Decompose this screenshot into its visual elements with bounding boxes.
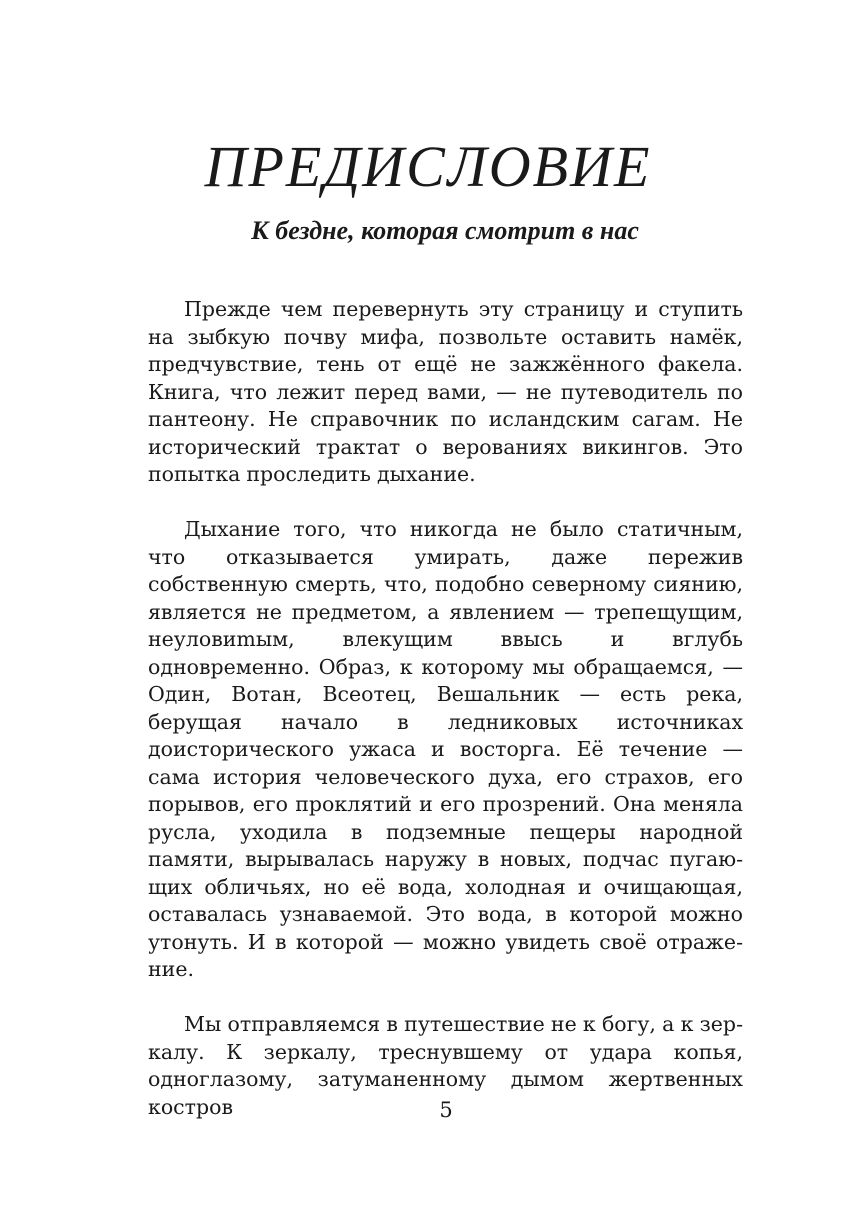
- page-number: 5: [439, 1098, 453, 1122]
- paragraph: Прежде чем перевернуть эту страницу и ступить на зыбкую почву мифа, позвольте оставить намёк, предчувствие, тень от ещё не зажжённого факела. Книга, что лежит перед вами, — не путеводитель по пантеону. Не справочник по исландским сагам. Не исторический трактат о верованиях викингов. Это попытка проследить дыхание.: [148, 297, 743, 486]
- paragraph: Дыхание того, что никогда не было статичным, что отказывается умирать, даже пережив собственную смерть, что, подобно северному сиянию, является не предметом, а явлением — трепещущим, неуловиmым, влекущим ввысь и вглубь одновременно. Образ, к которому мы обращаемся, — Один, Вотан, Всеотец, Вешальник — есть река, берущая начало в ледниковых источниках доисторического ужаса и восторга. Её течение — сама история человеческого духа, его страхов, его порывов, его проклятий и его прозрений. Она меняла русла, уходила в подземные пещеры народной памяти, вырывалась наружу в новых, подчас пугающих обличьях, но её вода, холодная и очищающая, оставалась узнаваемой. Это вода, в которой можно утонуть. И в которой — можно увидеть своё отражение.: [148, 517, 743, 981]
- body-text: [148, 296, 743, 1149]
- chapter-subtitle: К бездне, которая смотрит в нас: [251, 216, 639, 245]
- paragraph: Мы отправляемся в путешествие не к богу, а к зеркалу. К зеркалу, треснувшему от удара копья, одноглазому, затуманенному дымом жертвенных костров: [148, 1012, 743, 1119]
- chapter-title: ПРЕДИСЛОВИЕ: [204, 134, 652, 199]
